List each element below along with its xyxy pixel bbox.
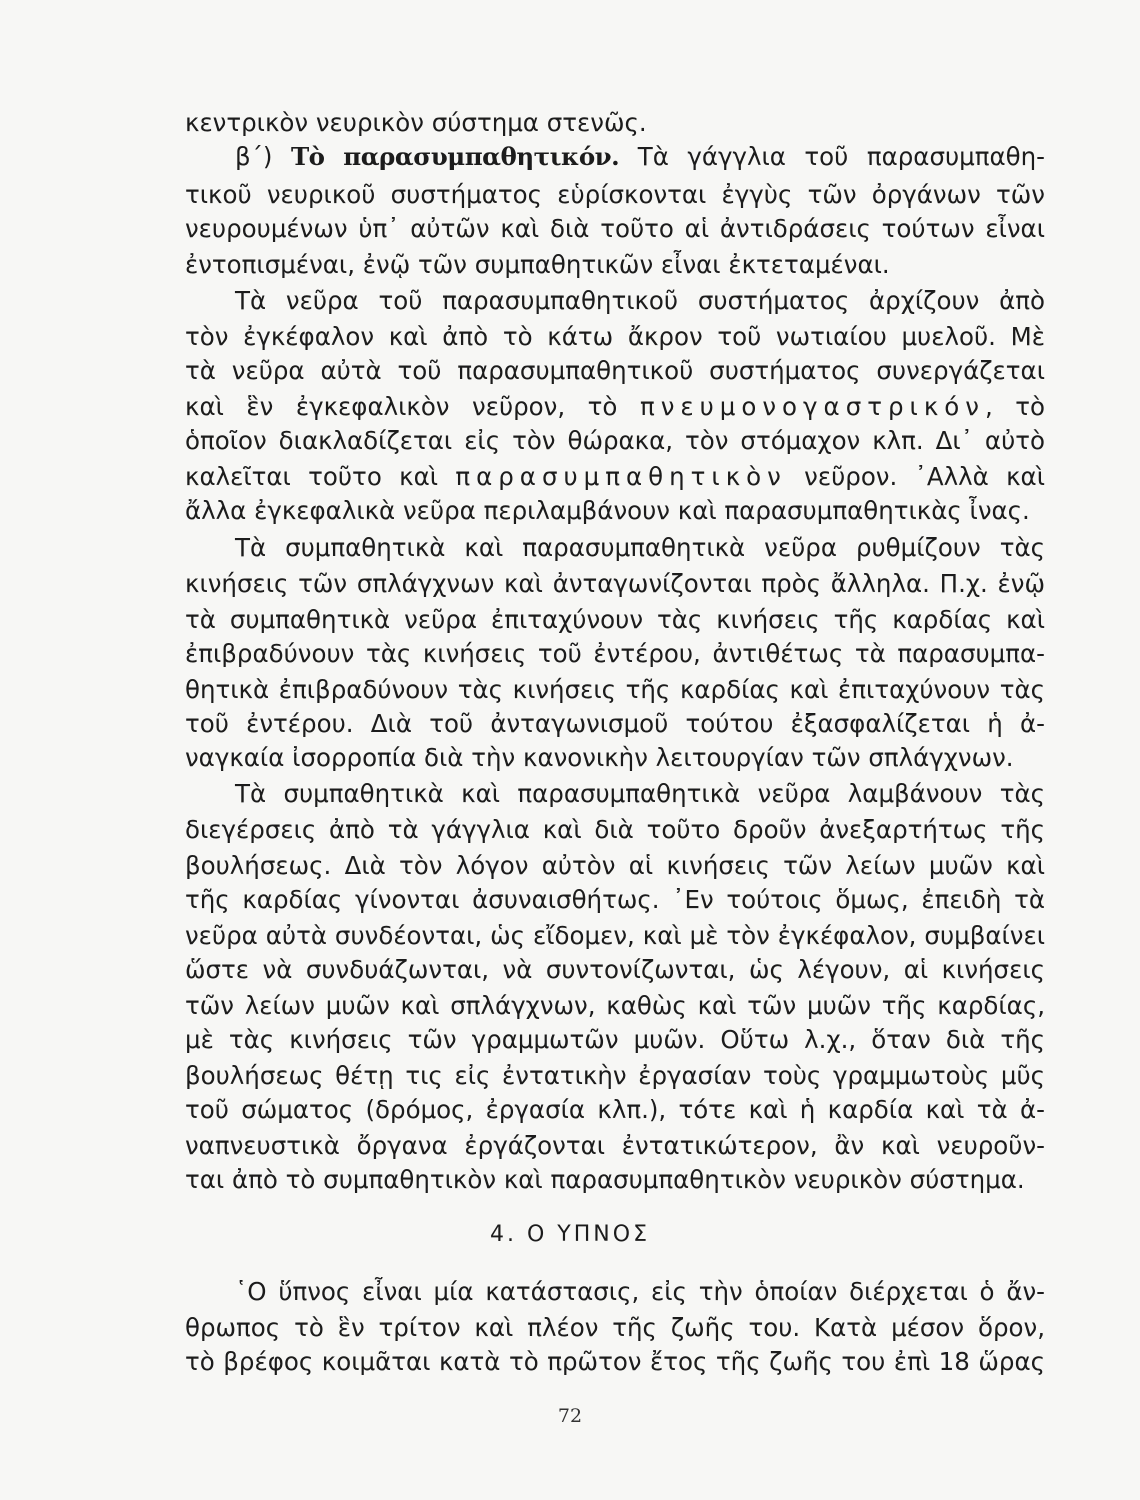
text-line: [185, 990, 1045, 1022]
text-segment: Τὰ συμπαθητικὰ καὶ παρασυμπαθητικὰ νεῦρα λαμβάνουν τὰς: [235, 779, 1045, 808]
text-segment: νευρουμένων ὑπ᾽ αὐτῶν καὶ διὰ τοῦτο αἱ ἀντιδράσεις τούτων εἶναι: [185, 214, 1045, 243]
text-line: [185, 638, 1045, 670]
text-segment: τὸ βρέφος κοιμᾶται κατὰ τὸ πρῶτον ἔτος τῆς ζωῆς του ἐπὶ 18 ὥρας: [185, 1347, 1045, 1376]
text-segment: ναπνευστικὰ ὄργανα ἐργάζονται ἐντατικώτερον, ἂν καὶ νευροῦν-: [185, 1131, 1045, 1160]
emphasized-term: πνευμονογαστρικόν: [639, 392, 985, 421]
text-segment: β΄): [235, 142, 291, 171]
text-segment: κεντρικὸν νευρικὸν σύστημα στενῶς.: [185, 108, 647, 137]
text-line: [235, 778, 1045, 810]
text-line: [185, 461, 1045, 493]
text-line: [185, 850, 1045, 882]
text-segment: τοῦ σώματος (δρόμος, ἐργασία κλπ.), τότε καὶ ἡ καρδία καὶ τὰ ἀ-: [185, 1095, 1045, 1124]
subsection-title: Τὸ παρασυμπαθητικόν.: [290, 142, 620, 171]
text-line: [185, 1094, 1045, 1126]
text-line: [185, 708, 1045, 740]
text-line: [185, 1060, 1045, 1092]
text-segment: Τὰ γάγγλια τοῦ παρασυμπαθη-: [619, 142, 1046, 171]
text-segment: ἐντοπισμέναι, ἐνῷ τῶν συμπαθητικῶν εἶναι ἐκτεταμέναι.: [185, 250, 890, 279]
text-line: [185, 674, 1045, 706]
text-line: [235, 285, 1045, 317]
text-line: [185, 321, 1045, 353]
text-segment: ἄλλα ἐγκεφαλικὰ νεῦρα περιλαμβάνουν καὶ παρασυμπαθητικὰς ἶνας.: [185, 496, 1030, 525]
text-line: [185, 425, 1045, 457]
text-line: [185, 249, 1045, 281]
text-line: [185, 355, 1045, 387]
text-segment: Τὰ συμπαθητικὰ καὶ παρασυμπαθητικὰ νεῦρα ρυθμίζουν τὰς: [235, 533, 1045, 562]
emphasized-term: παρασυμπαθητικὸν: [455, 462, 787, 491]
text-segment: μὲ τὰς κινήσεις τῶν γραμμωτῶν μυῶν. Οὕτω λ.χ., ὅταν διὰ τῆς: [185, 1025, 1045, 1054]
text-line: [185, 1164, 1045, 1196]
text-segment: βουλήσεως θέτῃ τις εἰς ἐντατικὴν ἐργασίαν τοὺς γραμμωτοὺς μῦς: [185, 1061, 1045, 1090]
text-line: [185, 495, 1045, 527]
text-segment: καὶ ἓν ἐγκεφαλικὸν νεῦρον, τὸ: [185, 392, 640, 421]
text-line: [185, 1024, 1045, 1056]
text-line: [185, 604, 1045, 636]
text-segment: ται ἀπὸ τὸ συμπαθητικὸν καὶ παρασυμπαθητικὸν νευρικὸν σύστημα.: [185, 1165, 1025, 1194]
text-segment: ῾Ο ὕπνος εἶναι μία κατάστασις, εἰς τὴν ὁποίαν διέρχεται ὁ ἄν-: [235, 1277, 1045, 1306]
text-line: [185, 814, 1045, 846]
text-line: [185, 920, 1045, 952]
text-line: [235, 1276, 1045, 1308]
page-number: 72: [557, 1405, 583, 1427]
text-segment: κινήσεις τῶν σπλάγχνων καὶ ἀνταγωνίζονται πρὸς ἄλληλα. Π.χ. ἐνῷ: [185, 569, 1045, 598]
text-segment: καλεῖται τοῦτο καὶ: [185, 462, 456, 491]
text-line: [235, 532, 1045, 564]
text-segment: διεγέρσεις ἀπὸ τὰ γάγγλια καὶ διὰ τοῦτο δροῦν ἀνεξαρτήτως τῆς: [185, 815, 1045, 844]
text-segment: τικοῦ νευρικοῦ συστήματος εὑρίσκονται ἐγγὺς τῶν ὀργάνων τῶν: [185, 180, 1045, 209]
text-segment: τὰ νεῦρα αὐτὰ τοῦ παρασυμπαθητικοῦ συστήματος συνεργάζεται: [185, 356, 1045, 385]
text-segment: Τὰ νεῦρα τοῦ παρασυμπαθητικοῦ συστήματος ἀρχίζουν ἀπὸ: [235, 286, 1045, 315]
text-segment: τῶν λείων μυῶν καὶ σπλάγχνων, καθὼς καὶ τῶν μυῶν τῆς καρδίας,: [185, 991, 1045, 1020]
text-line: [185, 742, 1045, 774]
text-line: [185, 1130, 1045, 1162]
text-segment: νεῦρα αὐτὰ συνδέονται, ὡς εἴδομεν, καὶ μὲ τὸν ἐγκέφαλον, συμβαίνει: [185, 921, 1045, 950]
text-segment: ἐπιβραδύνουν τὰς κινήσεις τοῦ ἐντέρου, ἀντιθέτως τὰ παρασυμπα-: [185, 639, 1045, 668]
text-line: [185, 213, 1045, 245]
text-line: [185, 179, 1045, 211]
text-line: [185, 391, 1045, 423]
text-segment: βουλήσεως. Διὰ τὸν λόγον αὐτὸν αἱ κινήσεις τῶν λείων μυῶν καὶ: [185, 851, 1045, 880]
text-segment: τὰ συμπαθητικὰ νεῦρα ἐπιταχύνουν τὰς κινήσεις τῆς καρδίας καὶ: [185, 605, 1045, 634]
text-segment: τὸν ἐγκέφαλον καὶ ἀπὸ τὸ κάτω ἄκρον τοῦ νωτιαίου μυελοῦ. Μὲ: [185, 322, 1045, 351]
text-segment: θητικὰ ἐπιβραδύνουν τὰς κινήσεις τῆς καρδίας καὶ ἐπιταχύνουν τὰς: [185, 675, 1045, 704]
text-line: [235, 141, 1045, 173]
text-segment: ὁποῖον διακλαδίζεται εἰς τὸν θώρακα, τὸν στόμαχον κλπ. Δι᾽ αὐτὸ: [185, 426, 1045, 455]
text-segment: νεῦρον. ᾽Αλλὰ καὶ: [786, 462, 1045, 491]
text-line: [185, 568, 1045, 600]
text-segment: ναγκαία ἰσορροπία διὰ τὴν κανονικὴν λειτουργίαν τῶν σπλάγχνων.: [185, 743, 1014, 772]
text-segment: , τὸ: [984, 392, 1045, 421]
text-line: [185, 884, 1045, 916]
text-segment: θρωπος τὸ ἓν τρίτον καὶ πλέον τῆς ζωῆς του. Κατὰ μέσον ὅρον,: [185, 1313, 1045, 1342]
text-line: [185, 1346, 1045, 1378]
text-line: [185, 107, 1045, 139]
section-heading: 4. Ο ΥΠΝΟΣ: [490, 1222, 650, 1247]
text-line: [185, 954, 1045, 986]
text-segment: ὥστε νὰ συνδυάζωνται, νὰ συντονίζωνται, ὡς λέγουν, αἱ κινήσεις: [185, 955, 1045, 984]
text-line: [185, 1312, 1045, 1344]
text-segment: τοῦ ἐντέρου. Διὰ τοῦ ἀνταγωνισμοῦ τούτου ἐξασφαλίζεται ἡ ἀ-: [185, 709, 1045, 738]
text-segment: τῆς καρδίας γίνονται ἀσυναισθήτως. ᾽Εν τούτοις ὅμως, ἐπειδὴ τὰ: [185, 885, 1045, 914]
